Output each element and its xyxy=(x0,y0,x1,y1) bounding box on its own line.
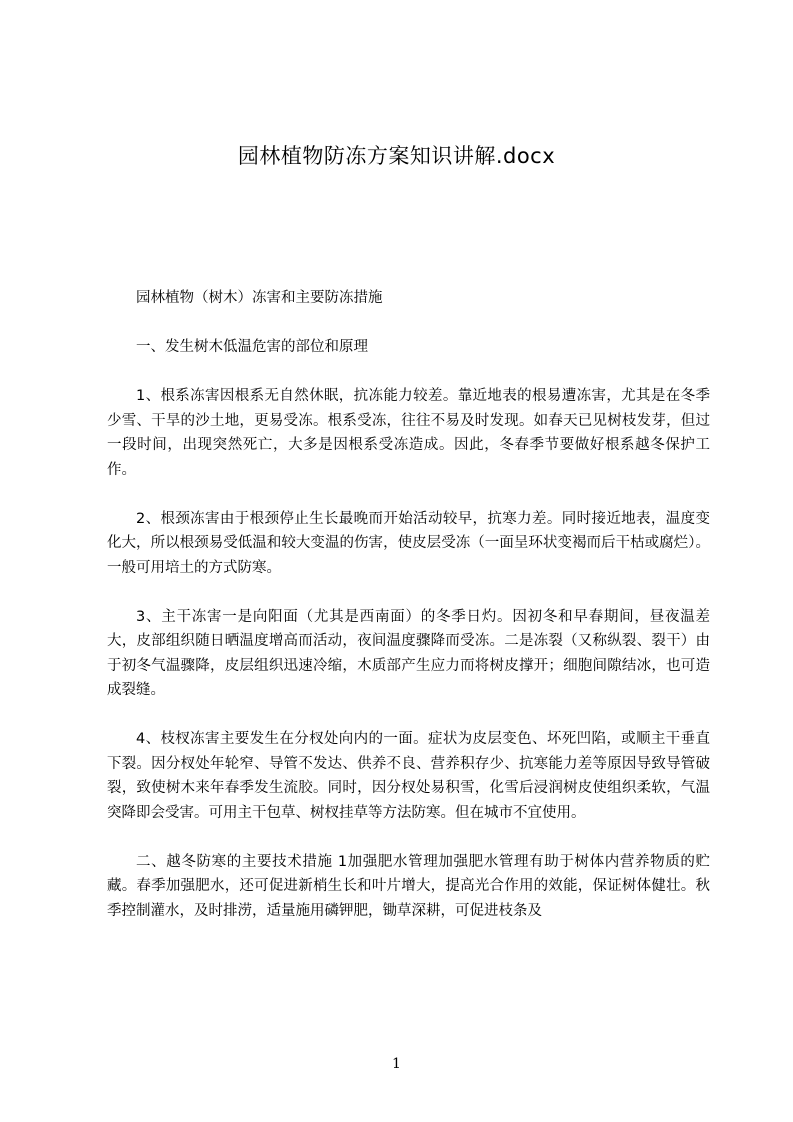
paragraph-trunk-freeze: 3、主干冻害一是向阳面（尤其是西南面）的冬季日灼。因初冬和早春期间，昼夜温差大，皮部组织随日晒温度增高而活动，夜间温度骤降而受冻。二是冻裂（又称纵裂、裂干）由于初冬气温骤降，皮层组织迅速冷缩，木质部产生应力而将树皮撑开；细胞间隙结冰，也可造成裂缝。 xyxy=(107,608,710,698)
paragraph-root-collar-freeze: 2、根颈冻害由于根颈停止生长最晚而开始活动较早，抗寒力差。同时接近地表，温度变化大，所以根颈易受低温和较大变温的伤害，使皮层受冻（一面呈环状变褐而后干枯或腐烂）。一般可用培土的方式防寒。 xyxy=(107,510,710,576)
section-title: 园林植物（树木）冻害和主要防冻措施 xyxy=(136,290,383,306)
paragraph-root-freeze: 1、根系冻害因根系无自然休眠，抗冻能力较差。靠近地表的根易遭冻害，尤其是在冬季少雪、干旱的沙土地，更易受冻。根系受冻，往往不易及时发现。如春天已见树枝发芽，但过一段时间，出现突然死亡，大多是因根系受冻造成。因此，冬春季节要做好根系越冬保护工作。 xyxy=(107,388,710,478)
document-body xyxy=(107,286,710,948)
document-title: 园林植物防冻方案知识讲解.docx xyxy=(237,144,556,168)
paragraph-branch-crotch-freeze: 4、枝杈冻害主要发生在分杈处向内的一面。症状为皮层变色、坏死凹陷，或顺主干垂直下裂。因分杈处年轮窄、导管不发达、供养不良、营养积存少、抗寒能力差等原因导致导管破裂，致使树木来年春季发生流胶。同时，因分杈处易积雪，化雪后浸润树皮使组织柔软，气温突降即会受害。可用主干包草、树杈挂草等方法防寒。但在城市不宜使用。 xyxy=(107,731,710,821)
page-number: 1 xyxy=(392,1056,401,1072)
paragraph-part-two-measures: 二、越冬防寒的主要技术措施 1加强肥水管理加强肥水管理有助于树体内营养物质的贮藏。春季加强肥水，还可促进新梢生长和叶片增大，提高光合作用的效能，保证树体健壮。秋季控制灌水，及时排涝，适量施用磷钾肥，锄草深耕，可促进枝条及 xyxy=(107,853,710,919)
heading-part-one: 一、发生树木低温危害的部位和原理 xyxy=(136,339,368,355)
